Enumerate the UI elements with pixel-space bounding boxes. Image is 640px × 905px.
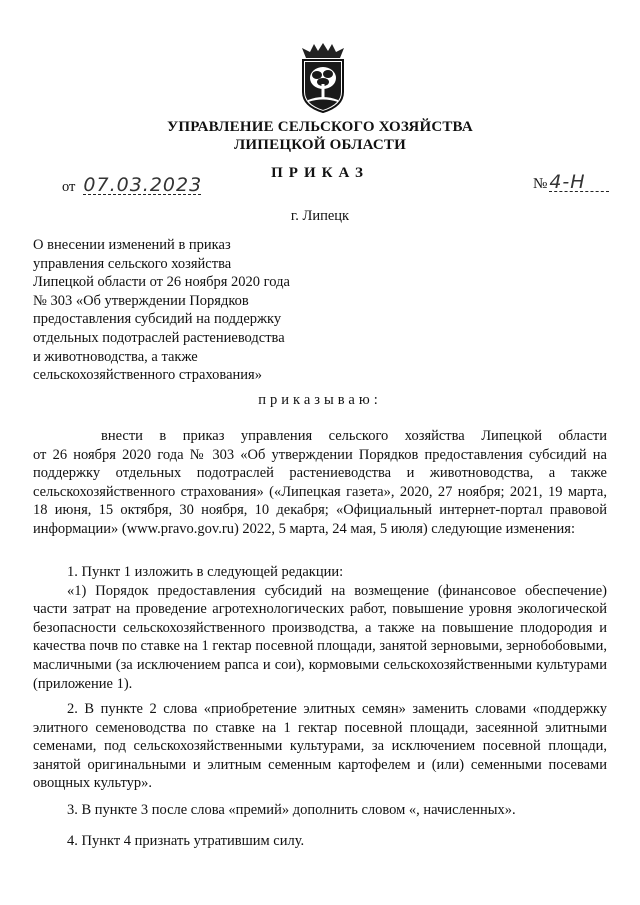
item-3: 3. В пункте 3 после слова «премий» дополнить словом «, начисленных». [67, 802, 516, 818]
subject-block [33, 236, 323, 385]
item-1-text: «1) Порядок предоставления субсидий на возмещение (финансовое обеспечение) части затрат на проведение агротехнологических работ, повышение уровня экологической безопасности сельскохозяйственного производства, а также на повышение плодородия и качества почв по ставке на 1 гектар посевной площади, занятой зерновыми, зернобобовыми, масличными (за исключением рапса и сои), кормовыми сельскохозяйственными культурами (приложение 1). [33, 582, 607, 692]
subject-line: сельскохозяйственного страхования» [33, 367, 262, 384]
number-value: 4-Н [549, 173, 609, 192]
subject-line: О внесении изменений в приказ [33, 237, 231, 253]
date-prefix: от [62, 179, 76, 195]
subject-line: и животноводства, а также [33, 348, 198, 365]
item-4: 4. Пункт 4 признать утратившим силу. [67, 833, 305, 849]
intro-paragraph [33, 427, 607, 539]
subject-line: управления сельского хозяйства [33, 255, 232, 272]
subject-line: Липецкой области от 26 ноября 2020 года [33, 274, 290, 291]
item-2: 2. В пункте 2 слова «приобретение элитных семян» заменить словами «поддержку элитного семеноводства по ставке на 1 гектар посевной площади, засеянной элитными семенами, под сельскохозяйственными культурами, за исключением посевной площади, занятой оригинальными и элитным семенным картофелем и (или) семенными посевами овощных культур». [33, 701, 607, 792]
org-name-line1: УПРАВЛЕНИЕ СЕЛЬСКОГО ХОЗЯЙСТВА [167, 119, 473, 135]
number-block [533, 173, 609, 193]
document-type: ПРИКАЗ [271, 165, 369, 181]
intro-rest: от 26 ноября 2020 года № 303 «Об утверждении Порядков предоставления субсидий на поддержку отдельных подотраслей растениеводства и животноводства, а также сельскохозяйственного страхования» («Липецкая газета», 2020, 27 ноября; 2021, 19 марта, 18 июня, 15 октября, 30 ноября, 10 декабря; «Официальный интернет-портал правовой информации» (www.pravo.gov.ru) 2022, 5 марта, 24 мая, 5 июля) следующие изменения: [33, 446, 607, 537]
item-1-title: 1. Пункт 1 изложить в следующей редакции: [67, 564, 344, 580]
coat-of-arms-icon [298, 42, 348, 114]
subject-line: № 303 «Об утверждении Порядков [33, 292, 249, 309]
intro-first-line: внести в приказ управления сельского хозяйства Липецкой области [101, 428, 607, 444]
date-value: 07.03.2023 [83, 174, 203, 196]
item-1 [33, 563, 607, 693]
decree-word: приказываю: [258, 392, 382, 408]
subject-line: предоставления субсидий на поддержку [33, 311, 282, 328]
date-block [62, 176, 201, 196]
org-name-line2: ЛИПЕЦКОЙ ОБЛАСТИ [234, 137, 406, 153]
number-prefix: № [533, 176, 548, 192]
subject-line: отдельных подотраслей растениеводства [33, 329, 285, 346]
city: г. Липецк [290, 208, 350, 224]
